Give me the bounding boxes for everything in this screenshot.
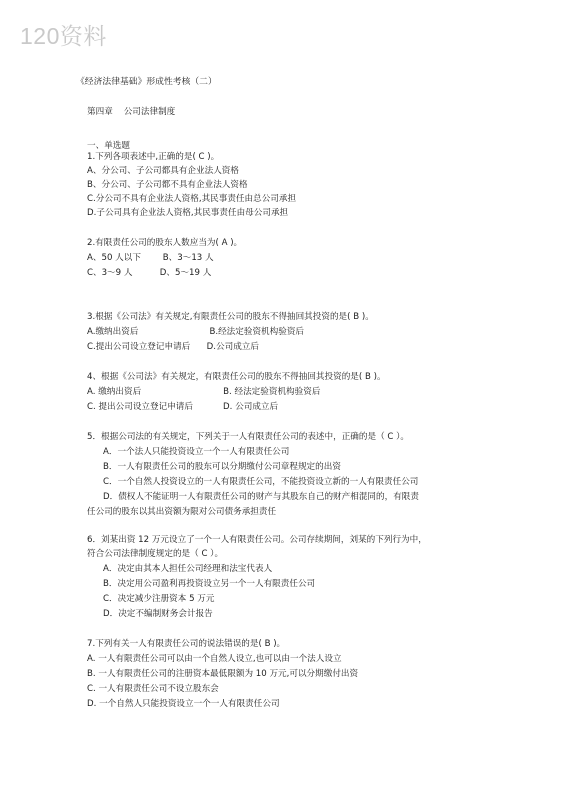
- question-5-option-c: C．一个自然人投资设立的一人有限责任公司，不能投资设立新的一人有限责任公司: [103, 477, 419, 487]
- question-6-option-b: B．决定用公司盈利再投资设立另一个一人有限责任公司: [103, 579, 316, 589]
- question-6-stem-line1: 6．刘某出资 12 万元设立了一个一人有限责任公司。公司存续期间，刘某的下列行为中，: [87, 535, 427, 545]
- question-5-option-a: A．一个法人只能投资设立一个一人有限责任公司: [103, 447, 290, 457]
- question-4-stem: 4、根据《公司法》有关规定，有限责任公司的股东不得抽回其投资的是( B )。: [87, 372, 386, 382]
- question-5-option-d-line1: D．债权人不能证明一人有限责任公司的财产与其股东自己的财产相混同的，有限责: [103, 492, 419, 502]
- question-5-stem: 5．根据公司法的有关规定，下列关于一人有限责任公司的表述中，正确的是（ C ）。: [87, 432, 410, 442]
- question-6-option-d: D．决定不编制财务会计报告: [103, 609, 213, 619]
- question-2-stem: 2.有限责任公司的股东人数应当为( A )。: [87, 238, 243, 248]
- question-1-option-b: B、分公司、子公司都不具有企业法人资格: [87, 180, 248, 190]
- watermark: 120资料: [20, 23, 107, 49]
- document-title: 《经济法律基础》形成性考核（二）: [76, 77, 217, 87]
- question-4-options-cd: C. 提出公司设立登记申请后 D. 公司成立后: [87, 402, 279, 412]
- question-7-option-a: A. 一人有限责任公司可以由一个自然人设立,也可以由一个法人设立: [87, 654, 342, 664]
- question-1-option-c: C.分公司不具有企业法人资格,其民事责任由总公司承担: [87, 194, 297, 204]
- question-1-option-d: D.子公司具有企业法人资格,其民事责任由母公司承担: [87, 208, 289, 218]
- question-7-option-c: C. 一人有限责任公司不设立股东会: [87, 684, 219, 694]
- section-heading: 一、单选题: [87, 141, 130, 151]
- question-3-stem: 3.根据《公司法》有关规定,有限责任公司的股东不得抽回其投资的是( B )。: [87, 312, 374, 322]
- chapter-heading: 第四章 公司法律制度: [87, 107, 176, 117]
- question-3-options-ab: A.缴纳出资后 B.经法定验资机构验资后: [87, 327, 305, 337]
- question-1-option-a: A、分公司、子公司都具有企业法人资格: [87, 166, 239, 176]
- question-7-stem: 7.下列有关一人有限责任公司的说法错误的是( B )。: [87, 639, 286, 649]
- question-6-option-c: C．决定减少注册资本 5 万元: [103, 594, 215, 604]
- question-7-option-b: B. 一人有限责任公司的注册资本最低限额为 10 万元,可以分期缴付出资: [87, 669, 359, 679]
- question-6-option-a: A．决定由其本人担任公司经理和法宝代表人: [103, 564, 273, 574]
- question-2-options-cd: C、3～9 人 D、5～19 人: [87, 268, 212, 278]
- question-6-stem-line2: 符合公司法律制度规定的是（ C ）。: [87, 549, 224, 559]
- question-2-options-ab: A、50 人以下 B、3～13 人: [87, 253, 214, 263]
- question-4-options-ab: A. 缴纳出资后 B. 经法定验资机构验资后: [87, 387, 321, 397]
- question-1-stem: 1.下列各项表述中,正确的是( C )。: [87, 152, 220, 162]
- question-7-option-d: D. 一个自然人只能投资设立一个一人有限责任公司: [87, 699, 280, 709]
- question-5-option-b: B．一人有限责任公司的股东可以分期缴付公司章程规定的出资: [103, 462, 341, 472]
- question-5-option-d-line2: 任公司的股东以其出资额为限对公司债务承担责任: [87, 507, 277, 517]
- question-3-options-cd: C.提出公司设立登记申请后 D.公司成立后: [87, 342, 259, 352]
